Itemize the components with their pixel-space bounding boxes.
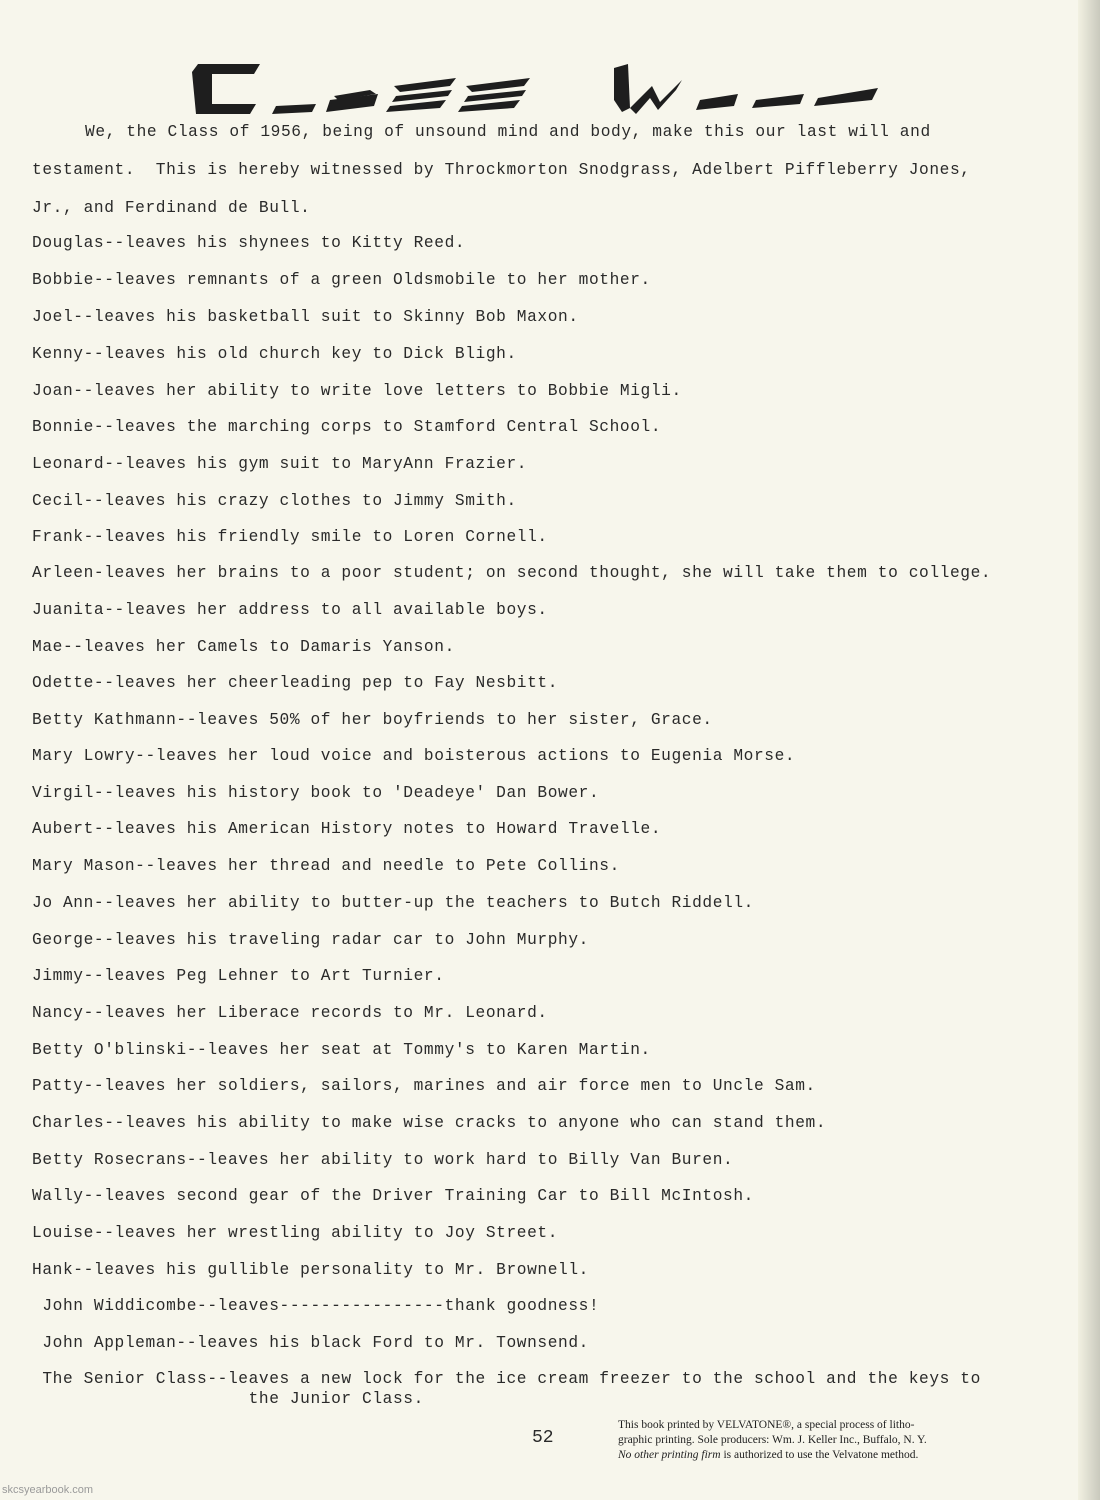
printer-note bbox=[618, 1418, 1038, 1463]
bequest-line: George--leaves his traveling radar car to John Murphy. bbox=[32, 931, 589, 949]
bequest-line: Jimmy--leaves Peg Lehner to Art Turnier. bbox=[32, 967, 445, 985]
bequest-line: Hank--leaves his gullible personality to Mr. Brownell. bbox=[32, 1261, 589, 1279]
site-watermark: skcsyearbook.com bbox=[2, 1484, 94, 1496]
bequest-line: Cecil--leaves his crazy clothes to Jimmy Smith. bbox=[32, 492, 517, 510]
bequest-line: Juanita--leaves her address to all available boys. bbox=[32, 601, 548, 619]
bequest-line: Douglas--leaves his shynees to Kitty Reed. bbox=[32, 234, 466, 252]
bequest-line: Louise--leaves her wrestling ability to Joy Street. bbox=[32, 1224, 559, 1242]
bequest-line: John Appleman--leaves his black Ford to Mr. Townsend. bbox=[32, 1334, 589, 1352]
bequest-line: Frank--leaves his friendly smile to Loren Cornell. bbox=[32, 528, 548, 546]
intro-line-2: testament. This is hereby witnessed by Throckmorton Snodgrass, Adelbert Piffleberry Jones, bbox=[32, 161, 971, 179]
bequest-line: The Senior Class--leaves a new lock for the ice cream freezer to the school and the keys to bbox=[32, 1370, 981, 1388]
bequest-line: Patty--leaves her soldiers, sailors, marines and air force men to Uncle Sam. bbox=[32, 1077, 816, 1095]
bequest-line: Jo Ann--leaves her ability to butter-up the teachers to Butch Riddell. bbox=[32, 894, 754, 912]
bequest-line: the Junior Class. bbox=[32, 1390, 424, 1408]
bequest-line: Odette--leaves her cheerleading pep to Fay Nesbitt. bbox=[32, 674, 559, 692]
bequest-line: Nancy--leaves her Liberace records to Mr. Leonard. bbox=[32, 1004, 548, 1022]
bequest-line: Mary Mason--leaves her thread and needle to Pete Collins. bbox=[32, 857, 620, 875]
bequest-line: Aubert--leaves his American History notes to Howard Travelle. bbox=[32, 820, 662, 838]
page-number: 52 bbox=[532, 1428, 554, 1448]
bequest-line: Mary Lowry--leaves her loud voice and boisterous actions to Eugenia Morse. bbox=[32, 747, 796, 765]
bequest-line: Kenny--leaves his old church key to Dick Bligh. bbox=[32, 345, 517, 363]
bequest-line: Betty O'blinski--leaves her seat at Tommy's to Karen Martin. bbox=[32, 1041, 651, 1059]
printer-note-line-1: This book printed by VELVATONE®, a special process of litho- bbox=[618, 1419, 915, 1431]
bequest-line: Bobbie--leaves remnants of a green Oldsmobile to her mother. bbox=[32, 271, 651, 289]
bequest-line: Wally--leaves second gear of the Driver Training Car to Bill McIntosh. bbox=[32, 1187, 754, 1205]
intro-line-1: We, the Class of 1956, being of unsound mind and body, make this our last will and bbox=[85, 123, 931, 141]
bequest-line: Betty Kathmann--leaves 50% of her boyfriends to her sister, Grace. bbox=[32, 711, 713, 729]
bequest-line: Charles--leaves his ability to make wise cracks to anyone who can stand them. bbox=[32, 1114, 827, 1132]
printer-note-emphasis: No other printing firm bbox=[618, 1449, 721, 1461]
bequest-line: Mae--leaves her Camels to Damaris Yanson. bbox=[32, 638, 455, 656]
bequest-line: Joel--leaves his basketball suit to Skinny Bob Maxon. bbox=[32, 308, 579, 326]
printer-note-line-2: graphic printing. Sole producers: Wm. J. Keller Inc., Buffalo, N. Y. bbox=[618, 1434, 927, 1446]
bequest-line: Joan--leaves her ability to write love letters to Bobbie Migli. bbox=[32, 382, 682, 400]
bequest-line: Leonard--leaves his gym suit to MaryAnn Frazier. bbox=[32, 455, 528, 473]
bequest-line: Betty Rosecrans--leaves her ability to work hard to Billy Van Buren. bbox=[32, 1151, 734, 1169]
printer-note-line-3-rest: is authorized to use the Velvatone method. bbox=[720, 1449, 919, 1461]
bequest-line: Bonnie--leaves the marching corps to Stamford Central School. bbox=[32, 418, 662, 436]
intro-line-3: Jr., and Ferdinand de Bull. bbox=[32, 199, 311, 217]
bequest-line: Arleen-leaves her brains to a poor student; on second thought, she will take them to college. bbox=[32, 564, 992, 582]
bequest-line: Virgil--leaves his history book to 'Deadeye' Dan Bower. bbox=[32, 784, 600, 802]
bequest-line: John Widdicombe--leaves----------------thank goodness! bbox=[32, 1297, 600, 1315]
printer-note-line-3 bbox=[618, 1448, 1038, 1463]
